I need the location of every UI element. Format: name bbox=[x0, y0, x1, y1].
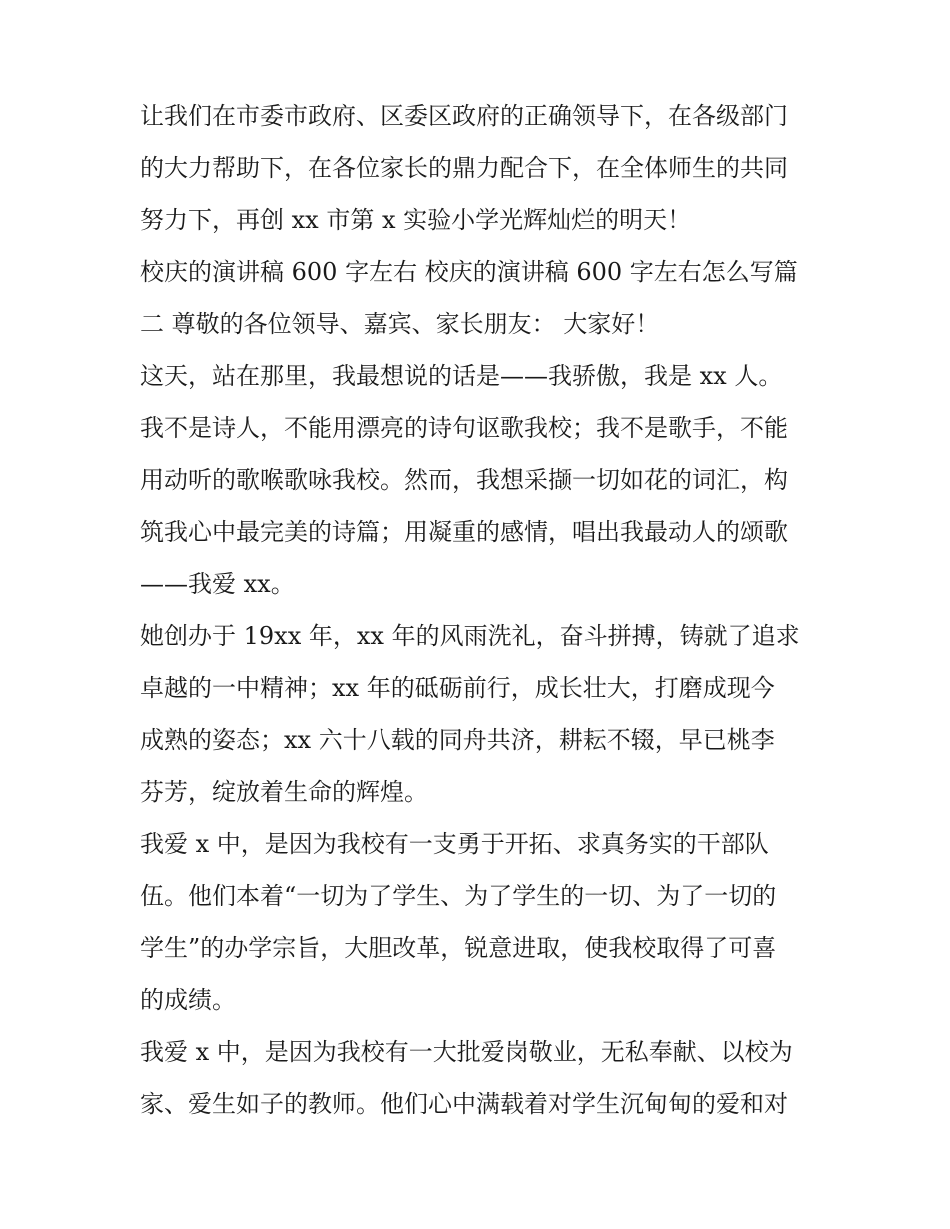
text-line: 她创办于 19xx 年，xx 年的风雨洗礼，奋斗拼搏，铸就了追求 bbox=[140, 622, 800, 650]
text-line: 家、爱生如子的教师。他们心中满载着对学生沉甸甸的爱和对 bbox=[140, 1090, 788, 1118]
text-line: 让我们在市委市政府、区委区政府的正确领导下，在各级部门 bbox=[140, 102, 788, 130]
text-line: 我不是诗人，不能用漂亮的诗句讴歌我校；我不是歌手，不能 bbox=[140, 414, 788, 442]
text-line: 这天，站在那里，我最想说的话是——我骄傲，我是 xx 人。 bbox=[140, 362, 783, 390]
text-line: 二 尊敬的各位领导、嘉宾、家长朋友： 大家好！ bbox=[140, 310, 660, 338]
text-line: 的大力帮助下，在各位家长的鼎力配合下，在全体师生的共同 bbox=[140, 154, 788, 182]
text-line: 学生”的办学宗旨，大胆改革，锐意进取，使我校取得了可喜 bbox=[140, 934, 777, 962]
text-line: 校庆的演讲稿 600 字左右 校庆的演讲稿 600 字左右怎么写篇 bbox=[140, 258, 798, 286]
text-line: 我爱 x 中，是因为我校有一大批爱岗敬业，无私奉献、以校为 bbox=[140, 1038, 793, 1066]
text-line: 筑我心中最完美的诗篇；用凝重的感情，唱出我最动人的颂歌 bbox=[140, 518, 788, 546]
text-line: 用动听的歌喉歌咏我校。然而，我想采撷一切如花的词汇，构 bbox=[140, 466, 788, 494]
text-line: 成熟的姿态；xx 六十八载的同舟共济，耕耘不辍，早已桃李 bbox=[140, 726, 775, 754]
text-line: 努力下，再创 xx 市第 x 实验小学光辉灿烂的明天！ bbox=[140, 206, 692, 234]
text-line: ——我爱 xx。 bbox=[140, 570, 295, 598]
text-line: 芬芳，绽放着生命的辉煌。 bbox=[140, 778, 428, 806]
text-line: 的成绩。 bbox=[140, 986, 236, 1014]
text-line: 我爱 x 中，是因为我校有一支勇于开拓、求真务实的干部队 bbox=[140, 830, 769, 858]
text-line: 卓越的一中精神；xx 年的砥砺前行，成长壮大，打磨成现今 bbox=[140, 674, 775, 702]
document-body bbox=[140, 104, 830, 1117]
text-line: 伍。他们本着“一切为了学生、为了学生的一切、为了一切的 bbox=[140, 882, 777, 910]
